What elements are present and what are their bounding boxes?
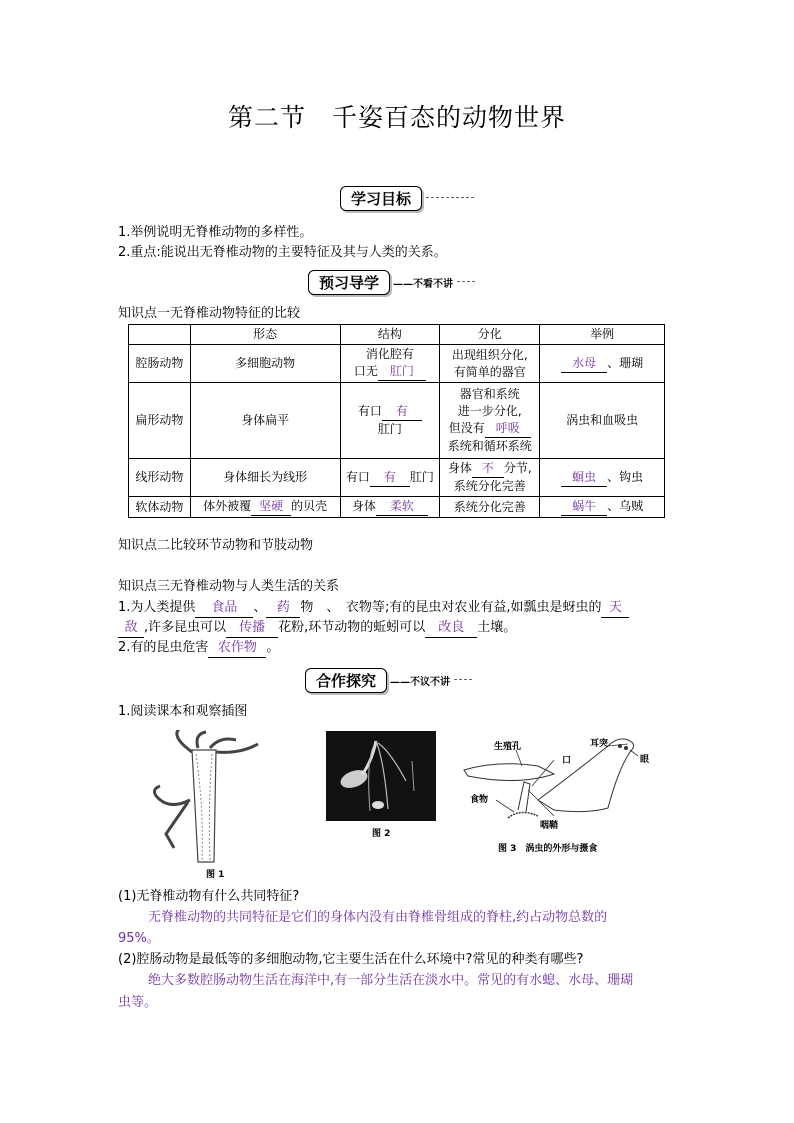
- text: 2.有的昆虫危害: [118, 640, 209, 655]
- goal-1: 1.举例说明无脊椎动物的多样性。: [118, 225, 313, 240]
- knowledge-point-1: 知识点一无脊椎动物特征的比较: [118, 306, 301, 321]
- answer-blank: 传播: [226, 619, 278, 638]
- cell-text: 、珊瑚: [607, 355, 644, 370]
- example-cell: [540, 459, 665, 497]
- animal-name: 腔肠动物: [129, 345, 191, 383]
- differentiation-cell: [440, 345, 540, 383]
- section-label: 学习目标: [340, 186, 422, 211]
- differentiation-cell: [440, 383, 540, 459]
- section-motto: ——不议不讲: [390, 677, 451, 688]
- section-label: 合作探究: [305, 668, 387, 693]
- cell-line: [343, 403, 438, 421]
- shape-cell: 身体扁平: [190, 383, 340, 459]
- figure-caption: 图 2: [372, 829, 391, 839]
- answer-blank: 水母: [561, 355, 607, 373]
- shape-cell: 身体细长为线形: [190, 459, 340, 497]
- text: 。: [266, 640, 280, 655]
- knowledge-point-3: 知识点三无脊椎动物与人类生活的关系: [118, 579, 340, 594]
- cell-text: 、乌贼: [607, 499, 644, 513]
- table-header: 举例: [540, 325, 665, 345]
- answer-blank: 药: [266, 599, 300, 618]
- text: 1.为人类提供: [118, 600, 196, 615]
- text: 花粉,环节动物的蚯蚓可以: [278, 620, 426, 635]
- cell-line: [442, 420, 537, 438]
- section-label: 预习导学: [308, 270, 390, 295]
- cell-text: 体外被覆: [203, 499, 252, 513]
- animal-name: 软体动物: [129, 497, 191, 518]
- section-banner-preview: [308, 270, 475, 295]
- answer-blank: 敌: [118, 619, 144, 638]
- answer-blank: 食品: [195, 599, 253, 618]
- example-cell: [540, 497, 665, 518]
- banner-tail: [426, 197, 474, 200]
- text: 、: [253, 600, 267, 615]
- answer-blank: 天: [601, 599, 629, 618]
- label-mouth: 口: [562, 756, 572, 766]
- cell-text: 有简单的器官: [453, 364, 526, 379]
- banner-tail: [457, 281, 475, 284]
- cell-text: 进一步分化,: [457, 404, 522, 418]
- table-row: [129, 497, 665, 518]
- cell-text: 肛门: [409, 469, 434, 484]
- answer-blank: 坚硬: [251, 498, 291, 516]
- cell-text: 但没有: [448, 421, 485, 435]
- text: 等;有的昆虫对农业有益,如瓢虫是蚜虫的: [371, 600, 602, 615]
- label-auricle: 耳突: [590, 739, 609, 749]
- cell-line: [343, 363, 438, 381]
- answer-blank: 农作物: [208, 639, 266, 658]
- label-pharynx: 咽鞘: [540, 821, 559, 831]
- animal-name: 扁形动物: [129, 383, 191, 459]
- section-banner-goals: [340, 186, 474, 211]
- table-header: 结构: [340, 325, 440, 345]
- answer-blank: 有: [382, 403, 422, 421]
- text: 物 、 衣物: [300, 600, 372, 615]
- cell-text: 系统分化完善: [453, 479, 526, 493]
- structure-cell: [340, 345, 440, 383]
- cell-text: 身体: [351, 499, 376, 513]
- question-2: (2)腔肠动物是最低等的多细胞动物,它主要生活在什么环境中?常见的种类有哪些?: [118, 952, 584, 967]
- cell-text: 口无: [353, 364, 378, 378]
- table-header: [129, 325, 191, 345]
- cell-text: 的贝壳: [291, 499, 328, 513]
- cell-text: 肛门: [377, 422, 402, 436]
- table-row: [129, 459, 665, 497]
- table-header: 分化: [440, 325, 540, 345]
- answer-2: 绝大多数腔肠动物生活在海洋中,有一部分生活在淡水中。常见的有水螅、水母、珊瑚: [148, 973, 634, 988]
- figure-caption: 图 1: [206, 870, 225, 880]
- table-header: 形态: [190, 325, 340, 345]
- figure-caption: 图 3 涡虫的外形与摄食: [498, 844, 598, 854]
- shape-cell: [190, 497, 340, 518]
- hydra-photo-figure-2: [326, 731, 436, 821]
- planarian-figure-3: [458, 730, 668, 840]
- hydra-figure-1: [140, 730, 280, 870]
- shape-cell: 多细胞动物: [190, 345, 340, 383]
- answer-blank: 蛔虫: [561, 469, 607, 487]
- kp3-line-3: [118, 639, 279, 658]
- answer-1-cont: 95%。: [118, 931, 160, 946]
- structure-cell: [340, 497, 440, 518]
- table-header-row: [129, 325, 665, 345]
- cell-text: 、钩虫: [607, 469, 644, 484]
- cell-line: [442, 460, 537, 478]
- read-instruction: 1.阅读课本和观察插图: [118, 704, 248, 719]
- answer-blank: 不: [472, 460, 504, 478]
- animal-name: 线形动物: [129, 459, 191, 497]
- label-eye: 眼: [640, 755, 650, 765]
- structure-cell: [340, 459, 440, 497]
- answer-blank: 有: [370, 469, 410, 487]
- cell-text: 系统和循环系统: [447, 439, 532, 453]
- section-banner-cooperate: [305, 668, 472, 693]
- differentiation-cell: 系统分化完善: [440, 497, 540, 518]
- label-genital-pore: 生殖孔: [494, 742, 522, 752]
- cell-text: 出现组织分化,: [451, 347, 528, 362]
- answer-blank: 柔软: [376, 498, 428, 516]
- comparison-table: [128, 324, 665, 518]
- kp3-line-1: [118, 599, 629, 618]
- question-1: (1)无脊椎动物有什么共同特征?: [118, 889, 300, 904]
- label-food: 食物: [470, 795, 489, 805]
- page-title: 第二节 千姿百态的动物世界: [227, 103, 566, 132]
- answer-blank: 肛门: [378, 363, 426, 381]
- cell-text: 有口: [357, 404, 382, 418]
- table-row: [129, 345, 665, 383]
- cell-text: 有口: [345, 469, 370, 484]
- text: ,许多昆虫可以: [144, 620, 227, 635]
- differentiation-cell: [440, 459, 540, 497]
- structure-cell: [340, 383, 440, 459]
- answer-blank: 呼吸: [485, 420, 531, 438]
- text: 土壤。: [477, 620, 517, 635]
- section-motto: ——不看不讲: [393, 279, 454, 290]
- banner-tail: [454, 679, 472, 682]
- answer-1: 无脊椎动物的共同特征是它们的身体内没有由脊椎骨组成的脊柱,约占动物总数的: [148, 910, 608, 925]
- table-row: [129, 383, 665, 459]
- cell-text: 消化腔有: [365, 347, 414, 361]
- cell-text: 身体: [447, 461, 472, 475]
- example-cell: 涡虫和血吸虫: [540, 383, 665, 459]
- example-cell: [540, 345, 665, 383]
- knowledge-point-2: 知识点二比较环节动物和节肢动物: [118, 538, 314, 553]
- goal-2: 2.重点:能说出无脊椎动物的主要特征及其与人类的关系。: [118, 245, 447, 260]
- cell-text: 器官和系统: [459, 387, 520, 401]
- answer-blank: 蜗牛: [561, 498, 607, 516]
- kp3-line-2: [118, 619, 516, 638]
- answer-2-cont: 虫等。: [118, 995, 158, 1010]
- answer-blank: 改良: [425, 619, 477, 638]
- cell-text: 分节,: [503, 461, 532, 475]
